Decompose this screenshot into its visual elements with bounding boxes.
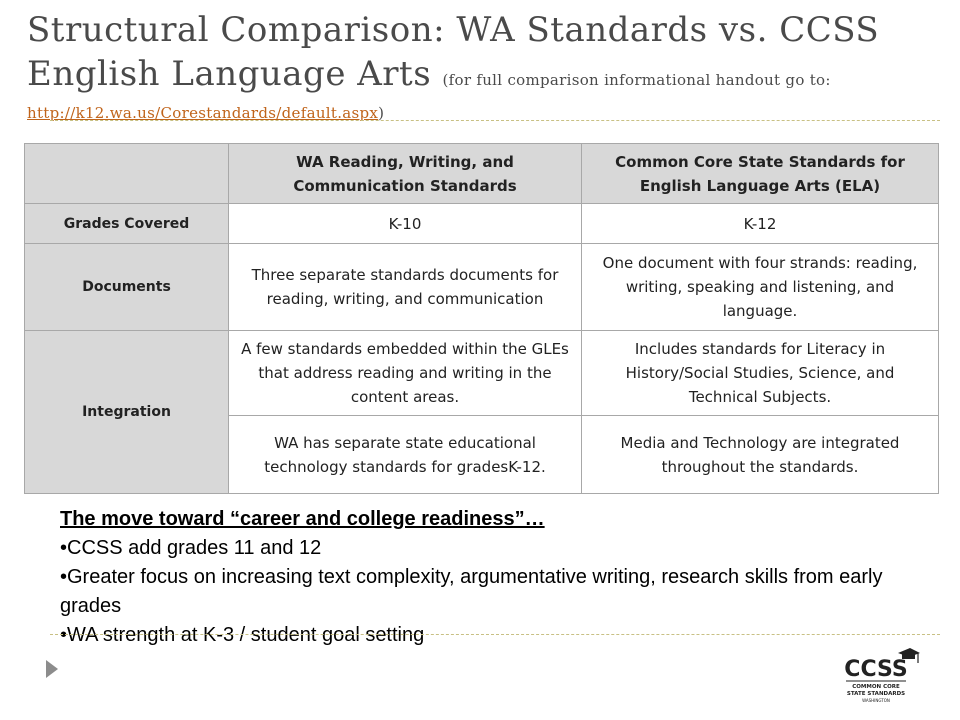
title-note: (for full comparison informational handout go to: bbox=[442, 71, 831, 89]
logo-line-3: WASHINGTON bbox=[862, 698, 890, 703]
logo-line-2: STATE STANDARDS bbox=[846, 691, 906, 697]
ccss-logo bbox=[840, 646, 920, 708]
header-corner-cell bbox=[25, 144, 229, 204]
table-row bbox=[25, 204, 939, 244]
slide-title bbox=[27, 8, 947, 124]
row-label-grades: Grades Covered bbox=[25, 204, 229, 244]
cell-ccss-integration-1: Includes standards for Literacy in History/Social Studies, Science, and Technical Subjects. bbox=[582, 331, 939, 416]
row-label-integration: Integration bbox=[25, 331, 229, 494]
cell-wa-integration-1: A few standards embedded within the GLEs that address reading and writing in the content areas. bbox=[229, 331, 582, 416]
cell-ccss-integration-2: Media and Technology are integrated throughout the standards. bbox=[582, 416, 939, 494]
readiness-bullet-3: •WA strength at K-3 / student goal setting bbox=[60, 624, 425, 646]
source-link[interactable]: http://k12.wa.us/Corestandards/default.aspx bbox=[27, 104, 379, 122]
cell-wa-documents: Three separate standards documents for reading, writing, and communication bbox=[229, 244, 582, 331]
cell-wa-integration-2: WA has separate state educational technology standards for gradesK-12. bbox=[229, 416, 582, 494]
table-header-row bbox=[25, 144, 939, 204]
row-label-documents: Documents bbox=[25, 244, 229, 331]
header-wa-standards: WA Reading, Writing, and Communication Standards bbox=[229, 144, 582, 204]
readiness-notes bbox=[60, 505, 900, 650]
table-row bbox=[25, 244, 939, 331]
cell-ccss-documents: One document with four strands: reading, writing, speaking and listening, and language. bbox=[582, 244, 939, 331]
logo-line-1: COMMON CORE bbox=[852, 684, 900, 690]
logo-wordmark: CCSS bbox=[844, 657, 908, 682]
slide-arrow-icon bbox=[46, 660, 58, 678]
title-line-1: Structural Comparison: WA Standards vs. CCSS bbox=[27, 10, 880, 50]
note-suffix: ) bbox=[378, 104, 385, 122]
header-ccss-standards: Common Core State Standards for English Language Arts (ELA) bbox=[582, 144, 939, 204]
readiness-bullet-1: •CCSS add grades 11 and 12 bbox=[60, 537, 322, 559]
title-line-2 bbox=[27, 52, 947, 102]
cell-ccss-grades: K-12 bbox=[582, 204, 939, 244]
cell-wa-grades: K-10 bbox=[229, 204, 582, 244]
title-subject: English Language Arts bbox=[27, 54, 432, 94]
top-divider bbox=[50, 120, 940, 121]
readiness-heading: The move toward “career and college readiness”… bbox=[60, 508, 545, 530]
table-row bbox=[25, 331, 939, 416]
readiness-bullet-2: •Greater focus on increasing text complexity, argumentative writing, research skills from early grades bbox=[60, 566, 883, 617]
comparison-table bbox=[24, 143, 939, 494]
bottom-divider bbox=[50, 634, 940, 635]
